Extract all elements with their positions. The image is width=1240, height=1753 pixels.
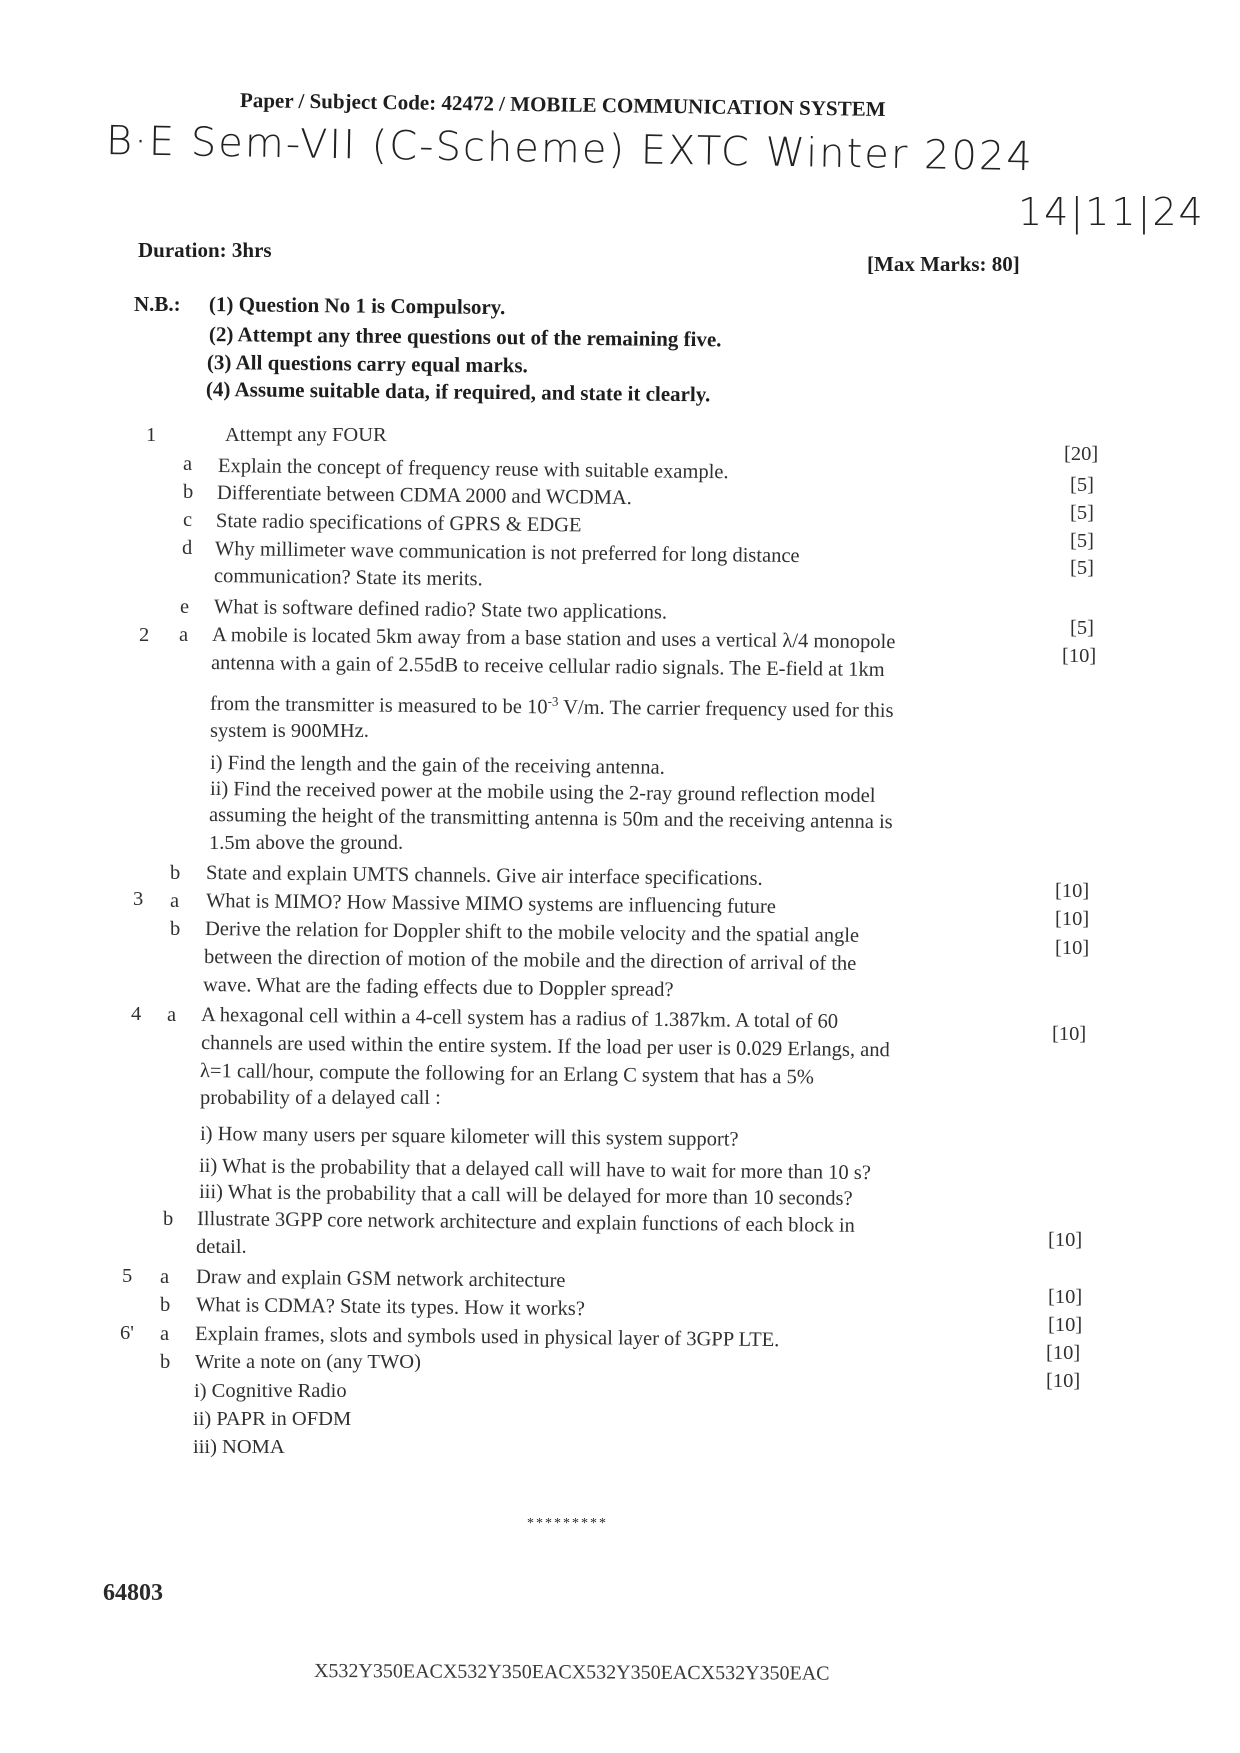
- question-number: 3: [133, 888, 144, 910]
- question-text: detail.: [196, 1236, 247, 1258]
- handwritten-course-line: B·E Sem-VII (C-Scheme) EXTC Winter 2024: [105, 118, 1035, 181]
- question-text: A hexagonal cell within a 4-cell system has a radius of 1.387km. A total of 60: [200, 1004, 839, 1033]
- question-number: 4: [131, 1003, 142, 1025]
- part-label: a: [183, 453, 193, 475]
- question-text: assuming the height of the transmitting antenna is 50m and the receiving antenna is: [208, 804, 893, 834]
- part-label: a: [160, 1266, 170, 1288]
- question-text: Derive the relation for Doppler shift to the mobile velocity and the spatial angle: [204, 918, 860, 947]
- marks: [10]: [1062, 645, 1097, 667]
- question-intro: Attempt any FOUR: [225, 424, 387, 446]
- marks: [10]: [1055, 880, 1090, 902]
- question-subpart: i) How many users per square kilometer will this system support?: [199, 1123, 739, 1151]
- marks: [5]: [1070, 502, 1094, 524]
- part-label: a: [170, 890, 180, 912]
- question-text: Differentiate between CDMA 2000 and WCDMA.: [216, 482, 632, 510]
- end-marker: *********: [527, 1516, 608, 1531]
- marks: [10]: [1048, 1314, 1083, 1336]
- question-text: Write a note on (any TWO): [195, 1351, 421, 1373]
- marks: [10]: [1046, 1342, 1081, 1364]
- question-text: What is software defined radio? State two applications.: [213, 596, 668, 624]
- handwritten-date: 14|11|24: [1018, 190, 1205, 234]
- question-number: 1: [146, 424, 157, 446]
- marks: [10]: [1048, 1229, 1083, 1251]
- part-label: b: [170, 862, 181, 884]
- part-label: b: [160, 1351, 171, 1373]
- question-text: between the direction of motion of the mobile and the direction of arrival of the: [203, 946, 857, 975]
- question-text: wave. What are the fading effects due to Doppler spread?: [202, 974, 674, 1001]
- question-text: A mobile is located 5km away from a base station and uses a vertical λ/4 monopole: [211, 624, 896, 654]
- marks: [5]: [1070, 530, 1094, 552]
- page-code: 64803: [103, 1580, 163, 1606]
- part-label: b: [160, 1294, 171, 1316]
- part-label: a: [167, 1004, 177, 1026]
- marks: [10]: [1048, 1286, 1083, 1308]
- part-label: b: [163, 1208, 174, 1230]
- question-text: Why millimeter wave communication is not preferred for long distance: [214, 538, 800, 568]
- question-text: What is CDMA? State its types. How it works?: [195, 1294, 585, 1321]
- part-label: e: [180, 596, 190, 618]
- part-label: a: [160, 1323, 170, 1345]
- duration: Duration: 3hrs: [138, 238, 272, 262]
- max-marks: [Max Marks: 80]: [867, 252, 1020, 276]
- question-number: 2: [139, 624, 150, 646]
- question-text: from the transmitter is measured to be $10^{-3}$ V/m. The carrier frequency used for this: [209, 692, 894, 722]
- question-subpart: ii) Find the received power at the mobile using the 2-ray ground reflection model: [209, 778, 876, 807]
- marks: [20]: [1064, 443, 1099, 465]
- question-text: system is 900MHz.: [210, 720, 369, 742]
- nb-label: N.B.:: [134, 292, 181, 316]
- instruction-item: (1) Question No 1 is Compulsory.: [208, 292, 506, 320]
- question-subpart: ii) What is the probability that a delayed call will have to wait for more than 10 s?: [198, 1155, 872, 1185]
- question-text: probability of a delayed call :: [200, 1087, 441, 1109]
- question-text: λ=1 call/hour, compute the following for an Erlang C system that has a 5%: [199, 1060, 814, 1089]
- marks: [10]: [1055, 908, 1090, 930]
- question-text: What is MIMO? How Massive MIMO systems are influencing future: [205, 890, 776, 918]
- instruction-item: (2) Attempt any three questions out of the remaining five.: [208, 322, 722, 352]
- question-subpart: iii) What is the probability that a call will be delayed for more than 10 seconds?: [198, 1181, 853, 1210]
- instruction-item: (4) Assume suitable data, if required, and state it clearly.: [205, 377, 711, 407]
- part-label: b: [183, 481, 194, 503]
- question-subpart: iii) NOMA: [193, 1436, 285, 1458]
- marks: [5]: [1070, 474, 1094, 496]
- question-subpart: i) Find the length and the gain of the receiving antenna.: [209, 752, 665, 779]
- question-subpart: ii) PAPR in OFDM: [193, 1408, 352, 1430]
- marks: [5]: [1070, 557, 1094, 579]
- question-text: State radio specifications of GPRS & EDGE: [215, 510, 582, 537]
- question-text: State and explain UMTS channels. Give air interface specifications.: [205, 862, 763, 890]
- question-text: channels are used within the entire system. If the load per user is 0.029 Erlangs, and: [200, 1032, 890, 1062]
- watermark-code: X532Y350EACX532Y350EACX532Y350EACX532Y350EAC: [313, 1660, 830, 1685]
- part-label: d: [182, 537, 193, 559]
- marks: [5]: [1070, 617, 1094, 639]
- question-text: antenna with a gain of 2.55dB to receive cellular radio signals. The E-field at 1km: [210, 652, 885, 682]
- question-number: 6': [120, 1322, 134, 1344]
- question-text: Explain the concept of frequency reuse with suitable example.: [217, 455, 729, 484]
- marks: [10]: [1046, 1370, 1081, 1392]
- part-label: a: [179, 624, 189, 646]
- part-label: b: [170, 918, 181, 940]
- question-text: Illustrate 3GPP core network architecture and explain functions of each block in: [196, 1208, 855, 1237]
- question-text-continued: communication? State its merits.: [213, 565, 483, 591]
- question-text: 1.5m above the ground.: [209, 832, 404, 854]
- marks: [10]: [1052, 1023, 1087, 1045]
- question-number: 5: [122, 1265, 133, 1287]
- marks: [10]: [1055, 937, 1090, 959]
- paper-code-line: Paper / Subject Code: 42472 / MOBILE COMMUNICATION SYSTEM: [239, 88, 886, 122]
- question-subpart: i) Cognitive Radio: [194, 1380, 347, 1402]
- question-text: Explain frames, slots and symbols used in physical layer of 3GPP LTE.: [194, 1323, 780, 1352]
- part-label: c: [183, 509, 193, 531]
- question-text: Draw and explain GSM network architecture: [195, 1266, 566, 1292]
- instruction-item: (3) All questions carry equal marks.: [206, 350, 528, 378]
